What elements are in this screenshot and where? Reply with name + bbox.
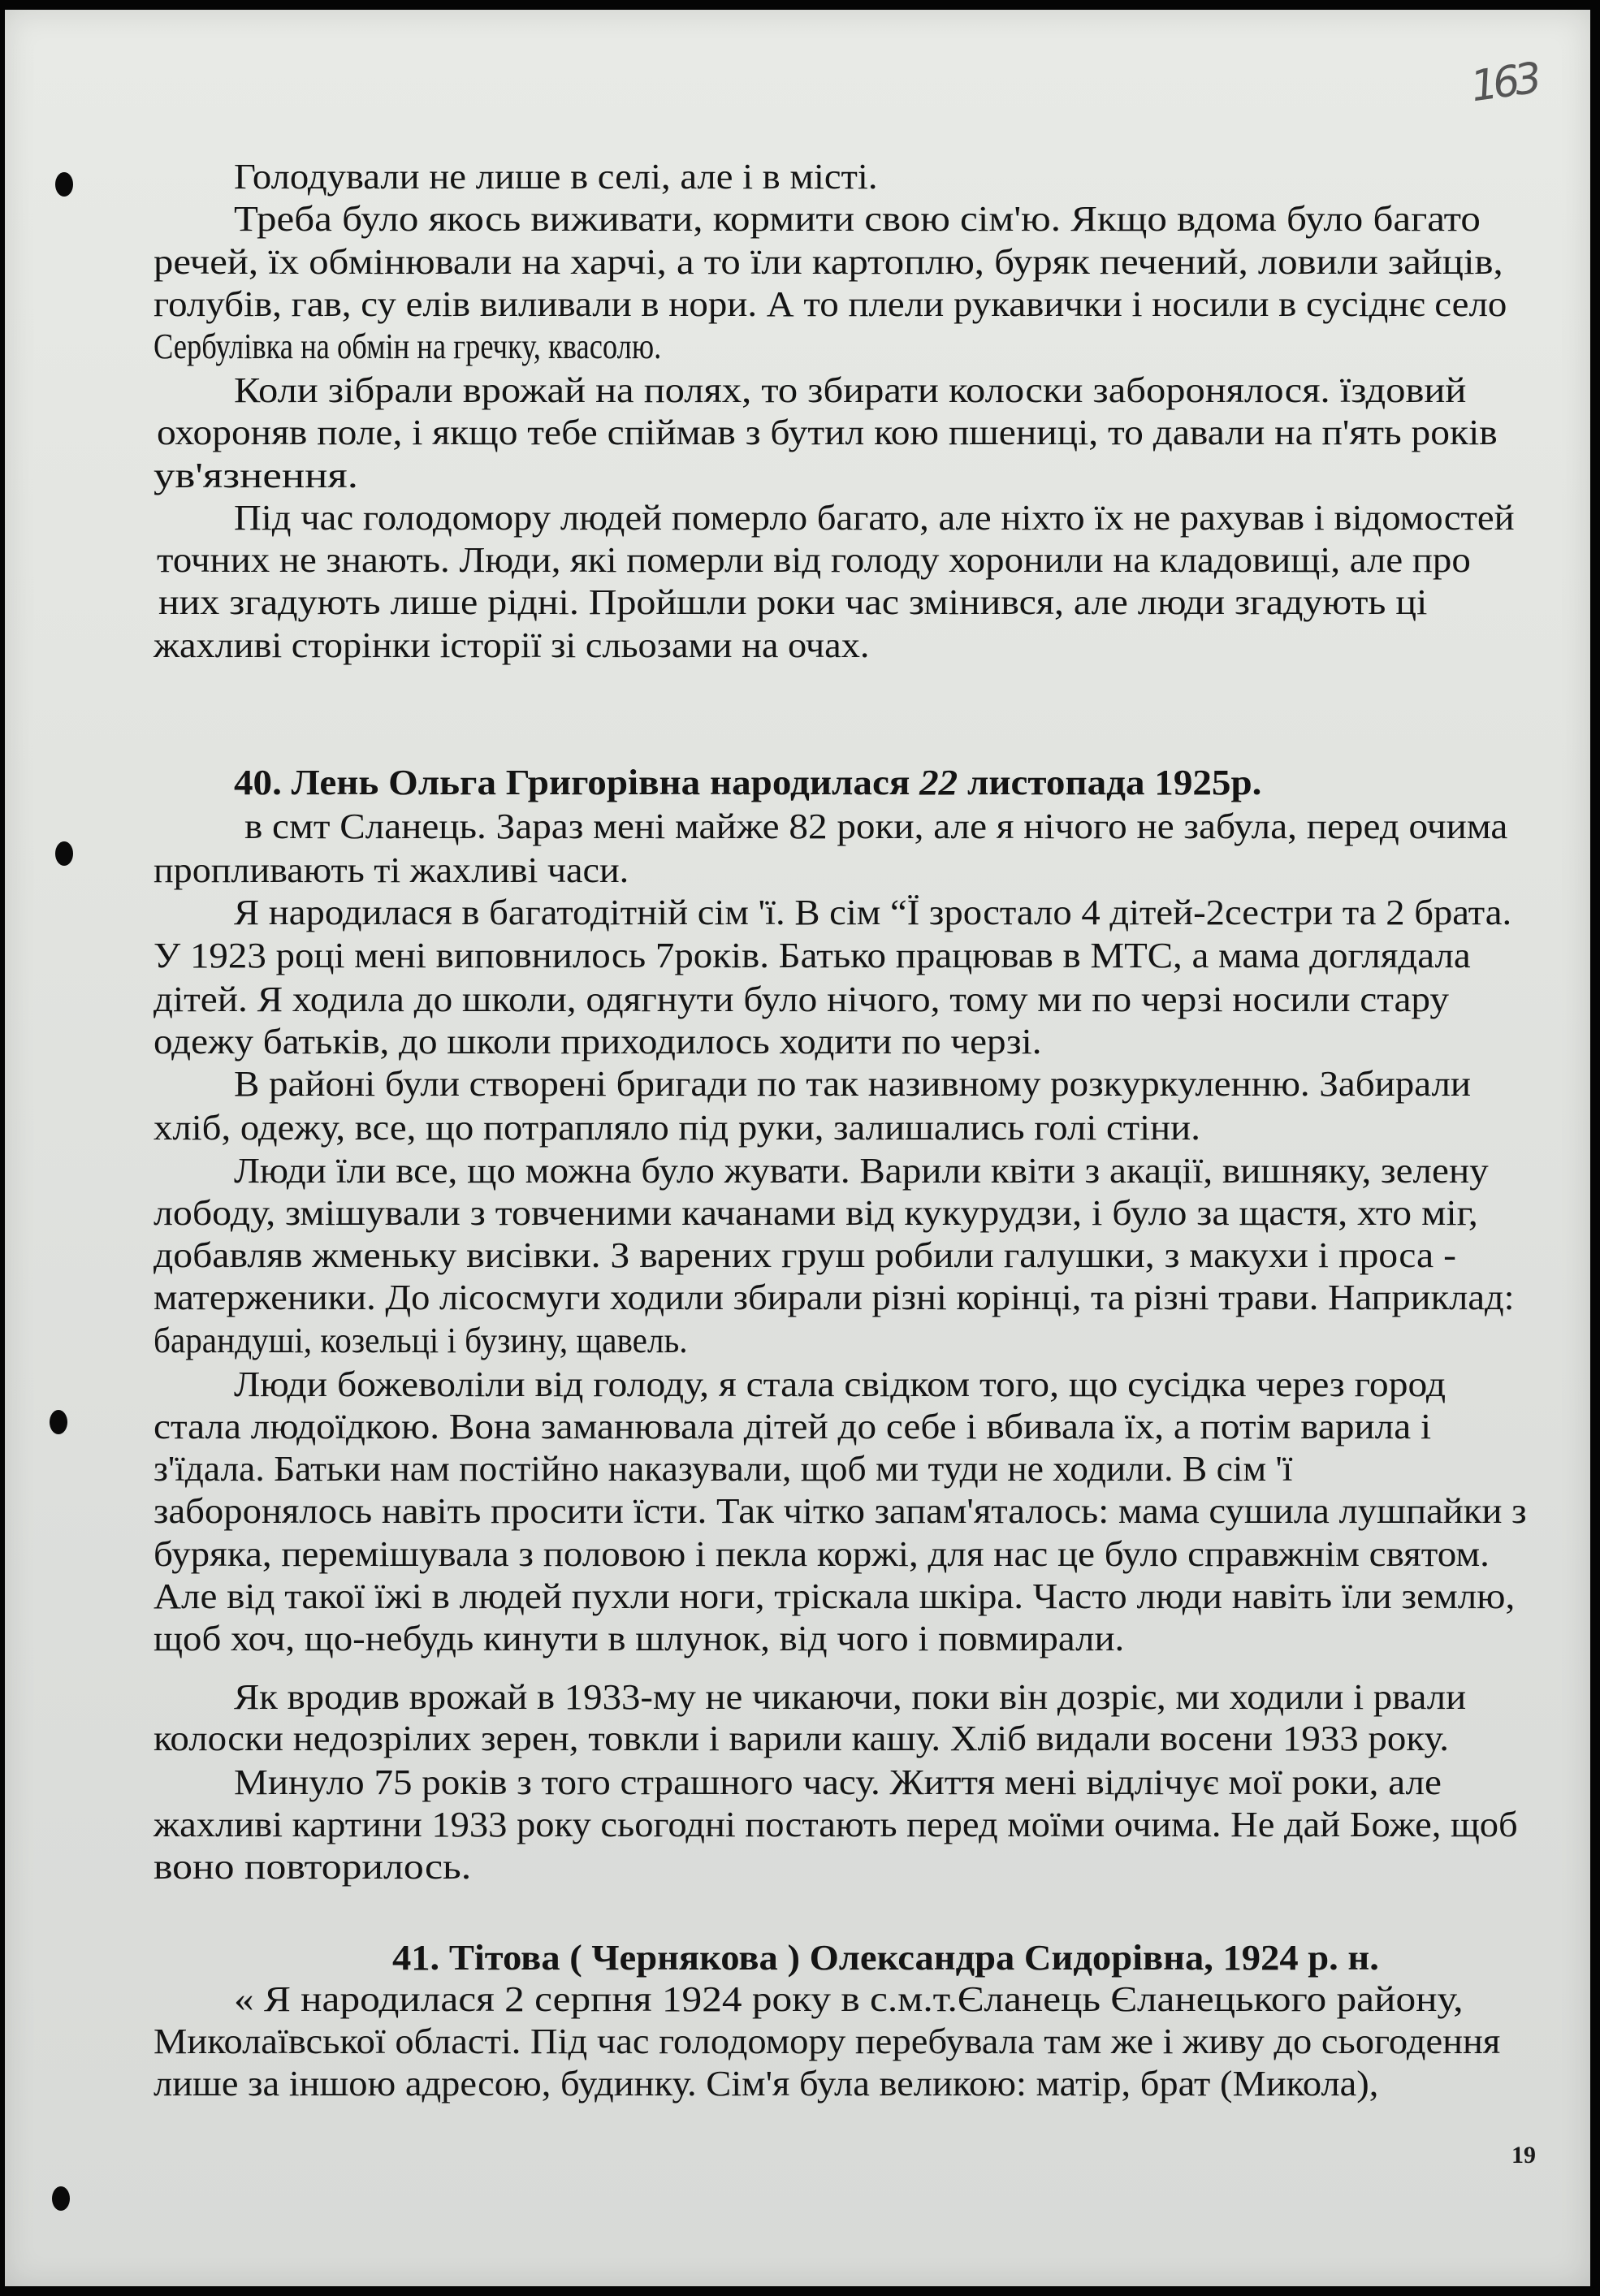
text-run: пропливають ті жахливі часи. [154, 850, 629, 891]
text-line [154, 1447, 1292, 1491]
text-line [154, 978, 1449, 1022]
text-run: буряка, перемішувала з половою і пекла коржі, для нас це було справжнім святом. [154, 1533, 1490, 1574]
text-run: заборонялось навіть просити їсти. Так чітко запам'яталось: мама сушила лушпайки з [154, 1491, 1527, 1532]
punch-hole [52, 2186, 70, 2211]
text-line [244, 805, 1507, 849]
text-run: речей, їх обмінювали на харчі, а то їли картоплю, буряк печений, ловили зайців, [154, 241, 1503, 282]
text-run: Як вродив врожай в 1933-му не чикаючи, поки він дозріє, ми ходили і рвали [234, 1677, 1467, 1718]
punch-hole [55, 172, 73, 197]
text-line [234, 155, 878, 199]
text-run: з'їдала. Батьки нам постійно наказували, щоб ми туди не ходили. В сім 'ї [154, 1449, 1293, 1490]
text-line [154, 1533, 1490, 1576]
text-run: Але від такої їжі в людей пухли ноги, тріскала шкіра. Часто люди навіть їли землю, [154, 1576, 1516, 1616]
text-line [234, 369, 1466, 413]
text-run: листопада 1925р. [958, 763, 1262, 803]
text-line [154, 1276, 1515, 1320]
text-line [154, 1490, 1527, 1533]
text-run: Коли зібрали врожай на полях, то збирати колоски заборонялося. їздовий [234, 370, 1467, 411]
text-line [154, 1717, 1449, 1761]
text-run: лободу, змішували з товченими качанами від кукурудзи, і було за щастя, хто міг, [154, 1192, 1479, 1233]
text-run: жахливі картини 1933 року сьогодні постають перед моїми очима. Не дай Боже, щоб [154, 1805, 1518, 1845]
text-run: Минуло 75 років з того страшного часу. Життя мені відлічує мої роки, але [234, 1762, 1442, 1802]
text-line [154, 2020, 1500, 2064]
handwritten-page-number: 163 [1468, 54, 1541, 112]
text-run: барандуші, козельці і бузину, щавель. [154, 1320, 688, 1360]
text-run: Я народилася в багатодітній сім 'ї. В сім “Ї зростало 4 дітей-2сестри та 2 брата. [234, 893, 1512, 933]
text-line [234, 891, 1511, 935]
text-run: колоски недозрілих зерен, товкли і варили кашу. Хліб видали восени 1933 року. [154, 1718, 1450, 1758]
text-run: Люди їли все, що можна було жувати. Варили квіти з акації, вишняку, зелену [234, 1150, 1490, 1191]
text-line [154, 325, 661, 369]
text-line [154, 849, 629, 893]
text-line [154, 934, 1471, 978]
text-run: добавляв жменьку висівки. З варених груш робили галушки, з макухи і проса - [154, 1235, 1457, 1276]
text-run: 41. Тітова ( Чернякова ) Олександра Сидорівна, 1924 р. н. [391, 1938, 1379, 1978]
text-line [234, 1978, 1464, 2021]
text-line [154, 1234, 1456, 1278]
text-line [234, 1676, 1466, 1719]
text-run: них згадують лише рідні. Пройшли роки час змінився, але люди згадують ці [158, 582, 1427, 623]
text-run: « Я народилася 2 серпня 1924 року в с.м.т.Єланець Єланецького району, [234, 1978, 1464, 2019]
text-run: точних не знають. Люди, які померли від голоду хоронили на кладовищі, але про [156, 540, 1471, 581]
text-line [154, 240, 1503, 284]
text-line [154, 1575, 1515, 1619]
text-line [157, 538, 1471, 582]
text-run: В районі були створені бригади по так називному розкуркуленню. Забирали [234, 1064, 1472, 1105]
text-line [234, 1149, 1489, 1193]
text-run: Голодували не лише в селі, але і в місті. [234, 157, 878, 197]
punch-hole [55, 841, 73, 866]
text-line [154, 283, 1507, 326]
text-line [154, 1191, 1478, 1235]
text-line [234, 1062, 1471, 1106]
text-run: в смт Сланець. Зараз мені майже 82 роки, але я нічого не забула, перед очима [244, 806, 1508, 847]
text-run: 22 [919, 763, 958, 803]
text-line [154, 454, 358, 498]
text-run: лише за іншою адресою, будинку. Сім'я була великою: матір, брат (Микола), [154, 2064, 1379, 2104]
text-run: 40. Лень Ольга Григорівна народилася [234, 763, 920, 803]
text-line [154, 1405, 1431, 1449]
text-run: голубів, гав, су елів виливали в нори. А то плели рукавички і носили в сусіднє село [154, 283, 1507, 324]
text-line [154, 1617, 1124, 1661]
text-line [234, 1363, 1446, 1407]
text-run: Сербулівка на обмін на гречку, квасолю. [154, 326, 662, 367]
punch-hole [50, 1410, 67, 1434]
text-run: стала людоїдкою. Вона заманювала дітей до себе і вбивала їх, а потім варила і [154, 1406, 1432, 1446]
text-line [234, 197, 1481, 241]
text-line [154, 1845, 471, 1889]
text-line [154, 1319, 688, 1363]
text-run: воно повторилось. [154, 1847, 472, 1887]
text-run: ув'язнення. [154, 455, 359, 495]
text-run: охороняв поле, і якщо тебе спіймав з бутил кою пшениці, то давали на п'ять років [156, 413, 1498, 453]
section-heading [234, 761, 1261, 805]
text-run: Треба було якось виживати, кормити свою сім'ю. Якщо вдома було багато [234, 199, 1481, 240]
text-line [154, 2062, 1378, 2106]
text-run: У 1923 році мені виповнилось 7років. Батько працював в МТС, а мама доглядала [154, 935, 1471, 975]
text-run: Люди божеволіли від голоду, я стала свідком того, що сусідка через город [234, 1364, 1446, 1404]
text-line [154, 624, 869, 668]
text-run: Миколаївської області. Під час голодомору перебувала там же і живу до сьогодення [154, 2021, 1501, 2061]
text-line [154, 1803, 1518, 1847]
section-heading [392, 1936, 1379, 1980]
text-run: хліб, одежу, все, що потрапляло під руки, залишались голі стіни. [154, 1108, 1201, 1148]
text-run: матерженики. До лісосмуги ходили збирали різні корінці, та різні трави. Наприклад: [154, 1278, 1515, 1318]
text-line [154, 1106, 1200, 1150]
text-line [158, 581, 1427, 625]
text-line [234, 496, 1515, 540]
text-run: дітей. Я ходила до школи, одягнути було нічого, тому ми по черзі носили стару [154, 979, 1450, 1019]
text-line [234, 1761, 1442, 1805]
text-run: щоб хоч, що-небудь кинути в шлунок, від чого і повмирали. [154, 1619, 1125, 1659]
text-run: Під час голодомору людей померло багато, але ніхто їх не рахував і відомостей [234, 497, 1515, 538]
text-line [157, 411, 1498, 455]
text-run: жахливі сторінки історії зі сльозами на очах. [154, 625, 870, 665]
text-line [154, 1020, 1041, 1064]
page-number: 19 [1511, 2142, 1536, 2168]
document-page [5, 10, 1590, 2286]
text-run: одежу батьків, до школи приходилось ходити по черзі. [154, 1022, 1042, 1062]
